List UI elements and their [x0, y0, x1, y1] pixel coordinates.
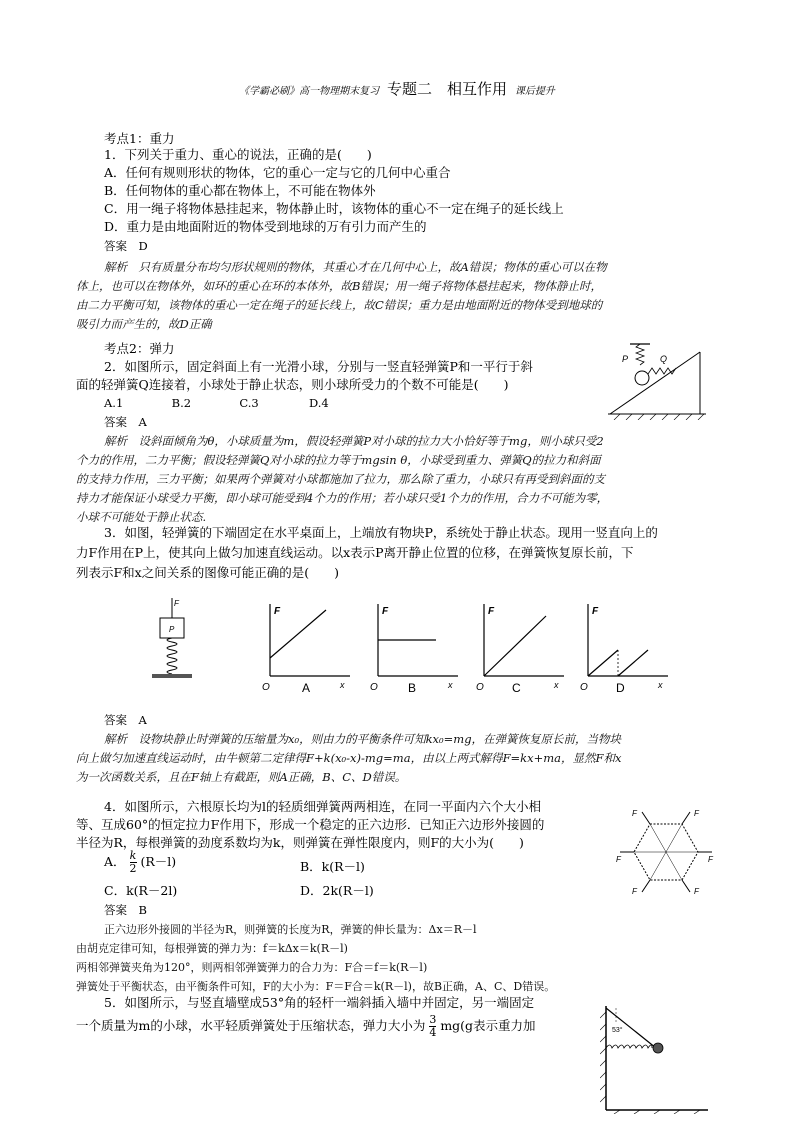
q4-option-d: D．2k(R－l)	[300, 883, 374, 898]
q5-stem-2-post: mg(g表示重力加	[440, 1018, 536, 1033]
q4-fig-f-label: F	[694, 887, 699, 896]
q2-explanation	[76, 432, 716, 527]
q2-exp-line: 解析 设斜面倾角为θ，小球质量为m，假设轻弹簧P对小球的拉力大小恰好等于mg，则小球只受2	[104, 434, 604, 448]
q1-exp-line: 解析 只有质量分布均匀形状规则的物体，其重心才在几何中心上，故A错误；物体的重心可以在物	[104, 260, 607, 274]
q4-fig-f-label: F	[632, 809, 637, 818]
q1-exp-line: 吸引力而产生的，故D正确	[76, 317, 212, 331]
q4-figure	[614, 808, 718, 896]
q3-block-label: P	[169, 625, 175, 634]
q3-stem-2: 力F作用在P上，使其向上做匀加速直线运动。以x表示P离开静止位置的位移，在弹簧恢复原长前，下	[76, 545, 634, 560]
q5-stem-2	[76, 1014, 536, 1039]
q5-frac-den: 4	[429, 1026, 437, 1039]
q3-stem-3: 列表示F和x之间关系的图像可能正确的是( )	[76, 565, 339, 580]
q2-exp-line: 小球不可能处于静止状态.	[76, 510, 207, 524]
q2-exp-line: 持力才能保证小球受力平衡，即小球可能受到4个力的作用；若小球只受1个力的作用，合力不可能为零，	[76, 491, 609, 505]
q2-figure	[600, 340, 710, 420]
q3-graph-c	[476, 604, 564, 695]
q3-graph-label: B	[408, 681, 417, 695]
q2-stem-1: 2．如图所示，固定斜面上有一光滑小球，分别与一竖直轻弹簧P和一平行于斜	[104, 359, 533, 374]
q2-exp-line: 的支持力作用，三力平衡；如果两个弹簧对小球都施加了拉力，那么除了重力，小球只有再受到斜面的支	[76, 472, 605, 486]
q2-answer: 答案 A	[104, 415, 147, 429]
q4-fig-f-label: F	[708, 855, 713, 864]
q5-figure	[600, 1002, 710, 1114]
q2-fig-label-q: Q	[660, 354, 668, 364]
q1-answer: 答案 D	[104, 239, 148, 253]
q3-graph-label: A	[302, 681, 311, 695]
q4-exp-line: 由胡克定律可知，每根弹簧的弹力为：f＝kΔx＝k(R－l)	[76, 942, 348, 955]
q5-stem-1: 5．如图所示，与竖直墙壁成53°角的轻杆一端斜插入墙中并固定，另一端固定	[104, 995, 535, 1010]
q3-answer: 答案 A	[104, 713, 147, 727]
q1-exp-line: 由二力平衡可知，该物体的重心一定在绳子的延长线上，故C错误；重力是由地面附近的物体受到地球的	[76, 298, 603, 312]
q1-option-a: A．任何有规则形状的物体，它的重心一定与它的几何中心重合	[104, 165, 451, 180]
q2-option-c: C.3	[239, 396, 259, 410]
q3-axis-f: F	[274, 606, 281, 617]
q4-option-a-suffix: (R－l)	[140, 854, 177, 869]
q3-axis-x: x	[658, 680, 663, 690]
q4-frac-den: 2	[129, 862, 137, 875]
q2-exp-line: 个力的作用，二力平衡；假设轻弹簧Q对小球的拉力等于mgsin θ，小球受到重力、弹簧Q的拉力和斜面	[76, 453, 601, 467]
q3-graph-label: C	[512, 681, 521, 695]
q2-fig-label-p: P	[622, 354, 629, 364]
q4-fig-f-label: F	[632, 887, 637, 896]
q5-stem-2-pre: 一个质量为m的小球，水平轻质弹簧处于压缩状态，弹力大小为	[76, 1018, 426, 1033]
q4-option-a-prefix: A．	[104, 854, 126, 869]
q3-origin: O	[262, 682, 270, 693]
q4-option-b: B．k(R－l)	[300, 859, 365, 874]
q2-option-b: B.2	[171, 396, 192, 410]
q5-angle-label: 53°	[612, 1027, 623, 1034]
q1-option-d: D．重力是由地面附近的物体受到地球的万有引力而产生的	[104, 219, 427, 234]
header-title: 专题二 相互作用	[386, 80, 507, 98]
q1-stem: 1．下列关于重力、重心的说法，正确的是( )	[104, 147, 372, 162]
q4-exp-line: 两相邻弹簧夹角为120°，则两相邻弹簧弹力的合力为：F合＝f＝k(R－l)	[76, 961, 428, 974]
topic-1: 考点1：重力	[104, 131, 175, 146]
q4-fig-f-label: F	[616, 855, 621, 864]
q3-graph-d	[580, 604, 668, 695]
q3-graph-b	[370, 604, 458, 695]
q3-origin: O	[476, 682, 484, 693]
q3-stem-1: 3．如图，轻弹簧的下端固定在水平桌面上，上端放有物块P，系统处于静止状态。现用一竖直向上的	[104, 525, 658, 540]
q3-exp-line: 解析 设物块静止时弹簧的压缩量为x₀，则由力的平衡条件可知kx₀=mg，在弹簧恢复原长前，当物块	[104, 732, 622, 746]
q3-force-label: F	[174, 599, 179, 608]
q1-explanation	[76, 258, 716, 334]
q2-stem-2: 面的轻弹簧Q连接着，小球处于静止状态，则小球所受力的个数不可能是( )	[76, 377, 509, 392]
q3-origin: O	[580, 682, 588, 693]
q2-options	[104, 396, 329, 410]
page-header	[0, 78, 794, 99]
q4-fig-f-label: F	[694, 809, 699, 818]
q4-exp-line: 弹簧处于平衡状态，由平衡条件可知，F的大小为：F＝F合＝k(R－l)，故B正确，A、C、D错误。	[76, 980, 556, 993]
q3-axis-x: x	[448, 680, 453, 690]
q3-exp-line: 为一次函数关系，且在F轴上有截距，则A正确，B、C、D错误。	[76, 770, 407, 784]
q4-stem-2: 等、互成60°的恒定拉力F作用下，形成一个稳定的正六边形．已知正六边形外接圆的	[76, 817, 545, 832]
q4-answer: 答案 B	[104, 903, 147, 917]
q3-graph-label: D	[616, 681, 625, 695]
q5-fraction	[429, 1014, 436, 1039]
q3-graph-a	[262, 604, 350, 695]
q3-axis-x: x	[554, 680, 559, 690]
topic-2: 考点2：弹力	[104, 341, 175, 356]
q3-axis-f: F	[592, 606, 599, 617]
q3-explanation	[76, 730, 716, 787]
q4-frac-num: k	[129, 849, 137, 862]
q3-axis-x: x	[340, 680, 345, 690]
q1-option-b: B．任何物体的重心都在物体上，不可能在物体外	[104, 183, 376, 198]
q4-exp-line: 正六边形外接圆的半径为R，则弹簧的长度为R，弹簧的伸长量为：Δx＝R－l	[104, 923, 477, 936]
q2-option-a: A.1	[104, 396, 124, 410]
q4-option-c: C．k(R－2l)	[104, 883, 178, 898]
q2-option-d: D.4	[308, 396, 329, 410]
q4-explanation	[76, 920, 716, 996]
q3-exp-line: 向上做匀加速直线运动时，由牛顿第二定律得F+k(x₀-x)-mg=ma，由以上两式解得F=kx+ma，显然F和x	[76, 751, 622, 765]
q3-axis-f: F	[382, 606, 389, 617]
header-suffix: 课后提升	[514, 86, 555, 97]
q4-stem-1: 4．如图所示，六根原长均为l的轻质细弹簧两两相连，在同一平面内六个大小相	[104, 799, 541, 814]
q1-option-c: C．用一绳子将物体悬挂起来，物体静止时，该物体的重心不一定在绳子的延长线上	[104, 201, 564, 216]
header-prefix: 《学霸必刷》高一物理期末复习	[239, 86, 380, 97]
q3-origin: O	[370, 682, 378, 693]
q3-figure	[140, 596, 680, 700]
q1-exp-line: 体上，也可以在物体外，如环的重心在环的本体外，故B错误；用一绳子将物体悬挂起来，物体静止时，	[76, 279, 602, 293]
q5-frac-num: 3	[429, 1013, 437, 1026]
q3-axis-f: F	[488, 606, 495, 617]
q4-option-a-fraction	[130, 850, 137, 875]
q4-stem-3: 半径为R，每根弹簧的劲度系数均为k，则弹簧在弹性限度内，则F的大小为( )	[76, 835, 524, 850]
q4-option-a	[104, 850, 176, 875]
